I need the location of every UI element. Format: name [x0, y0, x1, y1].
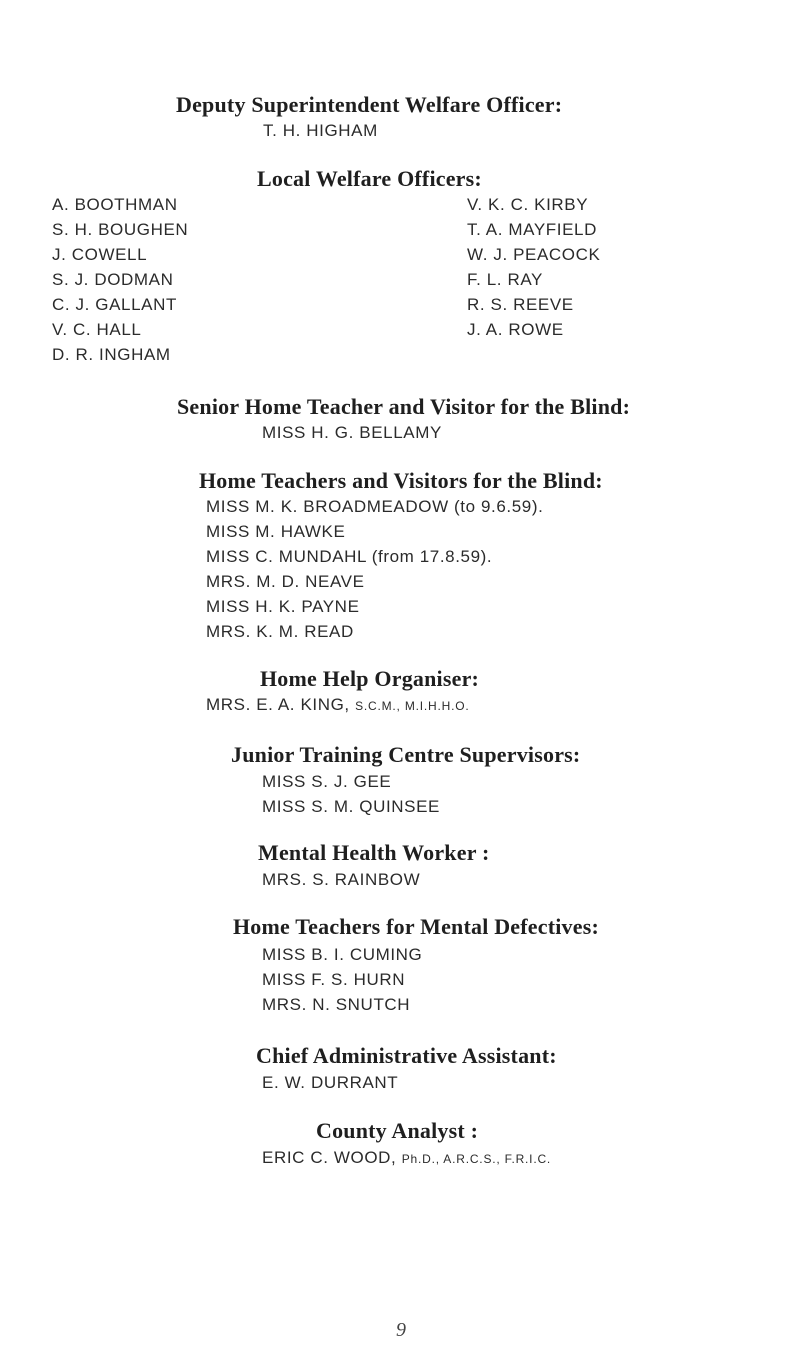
home-teachers-mental-1: MISS F. S. HURN: [262, 970, 406, 989]
senior-home-teacher-name: MISS H. G. BELLAMY: [262, 423, 442, 442]
home-teachers-mental-2: MRS. N. SNUTCH: [262, 995, 411, 1014]
local-welfare-left-1: S. H. BOUGHEN: [52, 220, 189, 239]
mental-health-heading: Mental Health Worker :: [258, 840, 490, 865]
deputy-superintendent-name: T. H. HIGHAM: [263, 121, 378, 140]
mental-health-name: MRS. S. RAINBOW: [262, 870, 421, 889]
deputy-superintendent-heading: Deputy Superintendent Welfare Officer:: [176, 92, 563, 117]
junior-training-heading: Junior Training Centre Supervisors:: [231, 742, 581, 767]
local-welfare-right-1: T. A. MAYFIELD: [467, 220, 597, 239]
junior-training-1: MISS S. M. QUINSEE: [262, 797, 440, 816]
home-help-name-line: [206, 695, 469, 715]
chief-admin-name: E. W. DURRANT: [262, 1073, 399, 1092]
local-welfare-right-4: R. S. REEVE: [467, 295, 574, 314]
home-help-heading: Home Help Organiser:: [260, 666, 480, 691]
home-teachers-blind-1: MISS M. HAWKE: [206, 522, 346, 541]
local-welfare-right-5: J. A. ROWE: [467, 320, 564, 339]
home-teachers-blind-4: MISS H. K. PAYNE: [206, 597, 360, 616]
county-analyst-quals: Ph.D., A.R.C.S., F.R.I.C.: [401, 1152, 552, 1166]
home-teachers-blind-0: MISS M. K. BROADMEADOW (to 9.6.59).: [206, 497, 544, 516]
home-teachers-blind-2: MISS C. MUNDAHL (from 17.8.59).: [206, 547, 493, 566]
home-teachers-blind-5: MRS. K. M. READ: [206, 622, 354, 641]
home-help-name: MRS. E. A. KING,: [206, 695, 350, 714]
home-teachers-blind-heading: Home Teachers and Visitors for the Blind:: [199, 468, 603, 493]
local-welfare-left-2: J. COWELL: [52, 245, 148, 264]
home-teachers-mental-0: MISS B. I. CUMING: [262, 945, 423, 964]
home-teachers-blind-3: MRS. M. D. NEAVE: [206, 572, 365, 591]
home-teachers-mental-heading: Home Teachers for Mental Defectives:: [233, 914, 600, 939]
home-help-quals: S.C.M., M.I.H.H.O.: [355, 699, 470, 713]
local-welfare-right-0: V. K. C. KIRBY: [467, 195, 589, 214]
local-welfare-left-3: S. J. DODMAN: [52, 270, 174, 289]
county-analyst-line: [262, 1148, 551, 1168]
local-welfare-left-5: V. C. HALL: [52, 320, 142, 339]
local-welfare-heading: Local Welfare Officers:: [257, 166, 482, 191]
local-welfare-left-0: A. BOOTHMAN: [52, 195, 178, 214]
local-welfare-left-6: D. R. INGHAM: [52, 345, 171, 364]
page-number: 9: [396, 1319, 406, 1341]
senior-home-teacher-heading: Senior Home Teacher and Visitor for the Blind:: [177, 394, 631, 419]
county-analyst-heading: County Analyst :: [316, 1118, 479, 1143]
junior-training-0: MISS S. J. GEE: [262, 772, 392, 791]
chief-admin-heading: Chief Administrative Assistant:: [256, 1043, 557, 1068]
local-welfare-left-4: C. J. GALLANT: [52, 295, 177, 314]
local-welfare-right-2: W. J. PEACOCK: [467, 245, 601, 264]
local-welfare-right-3: F. L. RAY: [467, 270, 543, 289]
county-analyst-name: ERIC C. WOOD,: [262, 1148, 397, 1167]
